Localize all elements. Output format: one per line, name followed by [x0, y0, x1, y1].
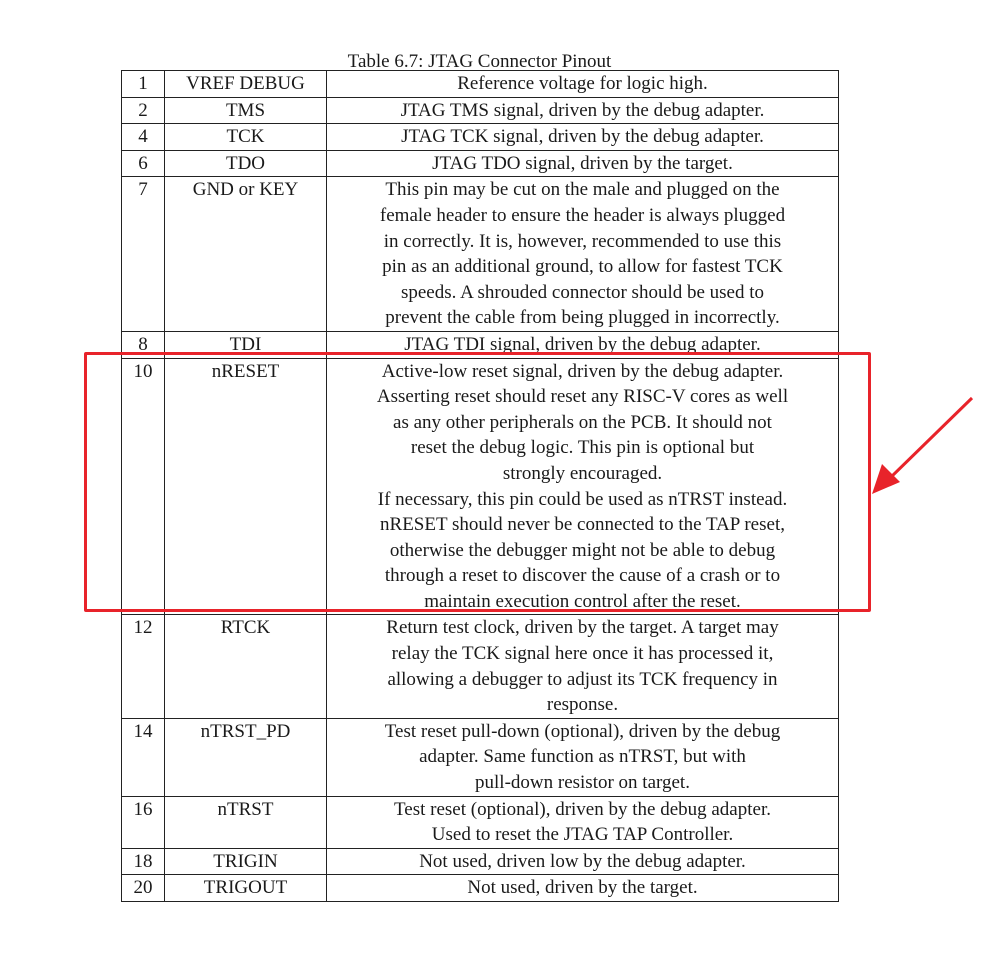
description-line: otherwise the debugger might not be able to debug: [389, 539, 776, 561]
table-row: [122, 796, 839, 848]
pin-description-cell: [327, 97, 839, 124]
pin-number-cell: 7: [122, 177, 165, 332]
pin-number-cell: 14: [122, 718, 165, 796]
table-row: [122, 358, 839, 615]
table-row: [122, 875, 839, 902]
description-line: JTAG TDI signal, driven by the debug adapter.: [404, 333, 761, 355]
pin-description-cell: [327, 124, 839, 151]
pin-number-cell: 8: [122, 331, 165, 358]
table-caption: Table 6.7: JTAG Connector Pinout: [347, 51, 612, 72]
pin-description-cell: [327, 71, 839, 98]
description-line: prevent the cable from being plugged in incorrectly.: [385, 307, 780, 329]
pin-description-cell: [327, 796, 839, 848]
table-row: [122, 71, 839, 98]
pin-description-cell: [327, 615, 839, 718]
pin-description-cell: [327, 875, 839, 902]
description-line: This pin may be cut on the male and plugged on the: [385, 179, 780, 201]
description-line: nRESET should never be connected to the TAP reset,: [380, 514, 785, 536]
pin-description-cell: [327, 177, 839, 332]
description-line: relay the TCK signal here once it has processed it,: [391, 643, 774, 665]
description-line: allowing a debugger to adjust its TCK frequency in: [387, 668, 778, 690]
table-row: [122, 177, 839, 332]
pin-number-cell: 16: [122, 796, 165, 848]
description-line: JTAG TMS signal, driven by the debug adapter.: [400, 99, 765, 121]
description-line: adapter. Same function as nTRST, but with: [419, 746, 746, 768]
pin-description-cell: [327, 358, 839, 615]
description-line: Used to reset the JTAG TAP Controller.: [431, 824, 734, 846]
description-line: in correctly. It is, however, recommended to use this: [383, 230, 782, 252]
description-line: maintain execution control after the reset.: [424, 590, 741, 612]
pin-name-cell: RTCK: [165, 615, 327, 718]
pin-description-cell: [327, 848, 839, 875]
pin-number-cell: 20: [122, 875, 165, 902]
pin-name-cell: nTRST_PD: [165, 718, 327, 796]
pin-number-cell: 1: [122, 71, 165, 98]
description-line: Test reset (optional), driven by the debug adapter.: [394, 798, 771, 820]
table-row: [122, 150, 839, 177]
pin-number-cell: 6: [122, 150, 165, 177]
table-row: [122, 97, 839, 124]
description-line: JTAG TCK signal, driven by the debug adapter.: [401, 126, 764, 148]
description-line: Reference voltage for logic high.: [457, 73, 708, 94]
pin-name-cell: TDO: [165, 150, 327, 177]
pin-name-cell: TRIGOUT: [165, 875, 327, 902]
red-arrow-icon: [860, 390, 980, 500]
pin-description-cell: [327, 718, 839, 796]
description-line: Return test clock, driven by the target. A target may: [386, 617, 779, 639]
pin-number-cell: 18: [122, 848, 165, 875]
description-line: strongly encouraged.: [502, 462, 663, 484]
pin-name-cell: GND or KEY: [165, 177, 327, 332]
pin-number-cell: 4: [122, 124, 165, 151]
pin-name-cell: TRIGIN: [165, 848, 327, 875]
pin-name-cell: VREF DEBUG: [165, 71, 327, 98]
description-line: female header to ensure the header is always plugged: [379, 204, 786, 226]
description-line: reset the debug logic. This pin is optional but: [410, 437, 755, 459]
description-line: Not used, driven low by the debug adapter.: [419, 850, 746, 872]
pin-description-cell: [327, 331, 839, 358]
table-row: [122, 848, 839, 875]
pin-number-cell: 2: [122, 97, 165, 124]
pin-name-cell: TMS: [165, 97, 327, 124]
table-row: [122, 615, 839, 718]
description-line: response.: [546, 694, 619, 716]
description-line: If necessary, this pin could be used as nTRST instead.: [377, 488, 788, 510]
jtag-pinout-table: [121, 70, 839, 902]
pin-number-cell: 10: [122, 358, 165, 615]
description-line: as any other peripherals on the PCB. It should not: [393, 411, 772, 433]
table-row: [122, 718, 839, 796]
pin-number-cell: 12: [122, 615, 165, 718]
description-line: Active-low reset signal, driven by the debug adapter.: [381, 360, 784, 382]
description-line: pull-down resistor on target.: [475, 772, 690, 794]
pin-name-cell: TDI: [165, 331, 327, 358]
description-line: through a reset to discover the cause of a crash or to: [384, 565, 781, 587]
pin-name-cell: TCK: [165, 124, 327, 151]
description-line: Test reset pull-down (optional), driven by the debug: [384, 720, 781, 742]
table-row: [122, 331, 839, 358]
description-line: pin as an additional ground, to allow for fastest TCK: [382, 256, 783, 278]
table-row: [122, 124, 839, 151]
description-line: Asserting reset should reset any RISC-V cores as well: [376, 386, 789, 408]
description-line: JTAG TDO signal, driven by the target.: [432, 152, 733, 174]
description-line: Not used, driven by the target.: [467, 877, 698, 899]
pin-name-cell: nRESET: [165, 358, 327, 615]
pin-name-cell: nTRST: [165, 796, 327, 848]
description-line: speeds. A shrouded connector should be used to: [400, 281, 765, 303]
pin-description-cell: [327, 150, 839, 177]
